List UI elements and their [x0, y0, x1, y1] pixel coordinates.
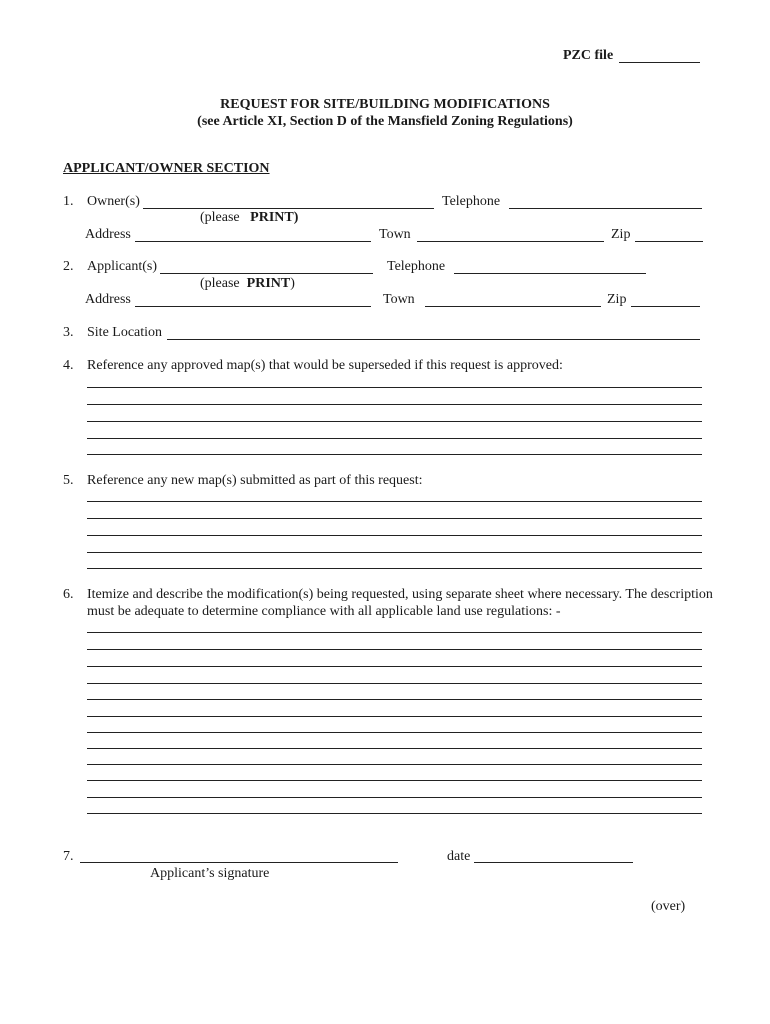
applicant-zip-label: Zip [607, 292, 627, 307]
applicant-field[interactable] [160, 273, 373, 274]
modification-line[interactable] [87, 632, 702, 633]
item6-text-line1: Itemize and describe the modification(s) being requested, using separate sheet where necessary. The description [87, 587, 713, 602]
owner-town-label: Town [379, 227, 411, 242]
owner-label: Owner(s) [87, 194, 140, 209]
new-maps-line[interactable] [87, 568, 702, 569]
new-maps-line[interactable] [87, 518, 702, 519]
approved-maps-line[interactable] [87, 404, 702, 405]
modification-line[interactable] [87, 813, 702, 814]
item-number-5: 5. [63, 473, 74, 488]
modification-line[interactable] [87, 748, 702, 749]
item-number-6: 6. [63, 587, 74, 602]
date-label: date [447, 849, 471, 864]
new-maps-line[interactable] [87, 552, 702, 553]
applicant-telephone-label: Telephone [387, 259, 446, 274]
owner-print-note: (please PRINT) [200, 210, 299, 225]
date-field[interactable] [474, 862, 633, 863]
modification-line[interactable] [87, 764, 702, 765]
item-number-4: 4. [63, 358, 74, 373]
item6-text-line2: must be adequate to determine compliance with all applicable land use regulations: - [87, 604, 561, 619]
pzc-file-field[interactable] [619, 62, 700, 63]
owner-field[interactable] [143, 208, 434, 209]
form-subtitle: (see Article XI, Section D of the Mansfield Zoning Regulations) [197, 114, 573, 129]
approved-maps-line[interactable] [87, 438, 702, 439]
site-location-label: Site Location [87, 325, 163, 340]
owner-telephone-label: Telephone [442, 194, 501, 209]
modification-line[interactable] [87, 699, 702, 700]
item-number-7: 7. [63, 849, 74, 864]
approved-maps-line[interactable] [87, 421, 702, 422]
signature-label: Applicant’s signature [150, 866, 270, 881]
signature-field[interactable] [80, 862, 398, 863]
owner-zip-label: Zip [611, 227, 631, 242]
modification-line[interactable] [87, 649, 702, 650]
owner-telephone-field[interactable] [509, 208, 702, 209]
modification-line[interactable] [87, 732, 702, 733]
applicant-town-label: Town [383, 292, 415, 307]
applicant-address-label: Address [85, 292, 131, 307]
modification-line[interactable] [87, 666, 702, 667]
applicant-zip-field[interactable] [631, 306, 700, 307]
item-number-3: 3. [63, 325, 74, 340]
over-label: (over) [651, 899, 686, 914]
owner-address-label: Address [85, 227, 131, 242]
modification-line[interactable] [87, 780, 702, 781]
modification-line[interactable] [87, 797, 702, 798]
applicant-town-field[interactable] [425, 306, 601, 307]
modification-line[interactable] [87, 716, 702, 717]
section-heading: APPLICANT/OWNER SECTION [63, 161, 270, 176]
applicant-label: Applicant(s) [87, 259, 157, 274]
approved-maps-line[interactable] [87, 387, 702, 388]
item5-text: Reference any new map(s) submitted as part of this request: [87, 473, 423, 488]
applicant-address-field[interactable] [135, 306, 371, 307]
applicant-print-note: (please PRINT) [200, 276, 295, 291]
owner-address-field[interactable] [135, 241, 371, 242]
pzc-file-label: PZC file [563, 48, 614, 63]
applicant-telephone-field[interactable] [454, 273, 646, 274]
new-maps-line[interactable] [87, 501, 702, 502]
item-number-2: 2. [63, 259, 74, 274]
owner-town-field[interactable] [417, 241, 604, 242]
form-title: REQUEST FOR SITE/BUILDING MODIFICATIONS [220, 97, 550, 112]
item4-text: Reference any approved map(s) that would be superseded if this request is approved: [87, 358, 563, 373]
approved-maps-line[interactable] [87, 454, 702, 455]
site-location-field[interactable] [167, 339, 700, 340]
item-number-1: 1. [63, 194, 74, 209]
modification-line[interactable] [87, 683, 702, 684]
owner-zip-field[interactable] [635, 241, 703, 242]
new-maps-line[interactable] [87, 535, 702, 536]
